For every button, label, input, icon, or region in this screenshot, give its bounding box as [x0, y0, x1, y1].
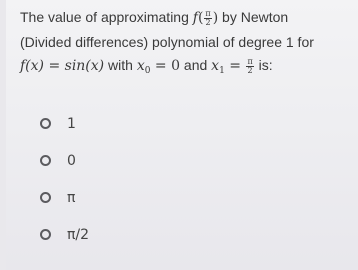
option-label: 1 [67, 115, 76, 132]
function-definition: f(x) = sin(x) [20, 58, 105, 74]
radio-button[interactable] [40, 229, 51, 240]
option-label: 0 [67, 152, 76, 169]
question-line-1-prefix: The value of approximating [20, 9, 193, 25]
close-paren: ) [212, 10, 219, 26]
option-label: π/2 [67, 226, 90, 243]
x0-subscript: 0 [144, 66, 151, 76]
option-pi-over-2[interactable] [40, 216, 89, 253]
option-1[interactable] [40, 105, 89, 142]
open-paren: ( [197, 10, 204, 26]
question-card [6, 0, 358, 270]
question-line-3 [20, 54, 350, 84]
x0-variable: x [136, 58, 145, 74]
radio-button[interactable] [40, 192, 51, 203]
question-line-2: (Divided differences) polynomial of degree 1 for [20, 33, 314, 50]
pi-over-two-fraction [204, 10, 211, 27]
option-pi[interactable] [40, 179, 89, 216]
x1-fraction-denominator: 2 [247, 65, 253, 75]
answer-options [40, 105, 89, 253]
radio-button[interactable] [40, 155, 51, 166]
question-line-1-suffix: by Newton [218, 9, 289, 25]
x1-fraction [246, 58, 253, 75]
x1-variable: x [211, 58, 220, 74]
function-f: f [192, 10, 198, 26]
fraction-denominator: 2 [205, 17, 211, 27]
option-0[interactable] [40, 142, 89, 179]
x0-value: = 0 [150, 58, 181, 74]
x1-equals: = [224, 58, 246, 74]
question-line-1 [20, 6, 350, 31]
option-label: π [67, 189, 76, 206]
question-text [20, 6, 350, 84]
x1-subscript: 1 [219, 66, 225, 76]
radio-button[interactable] [40, 118, 51, 129]
and-text: and [180, 57, 212, 73]
x1-fraction-numerator: π [247, 56, 253, 66]
fraction-numerator: π [205, 8, 211, 18]
is-text: is: [254, 57, 273, 73]
with-text: with [104, 57, 137, 73]
